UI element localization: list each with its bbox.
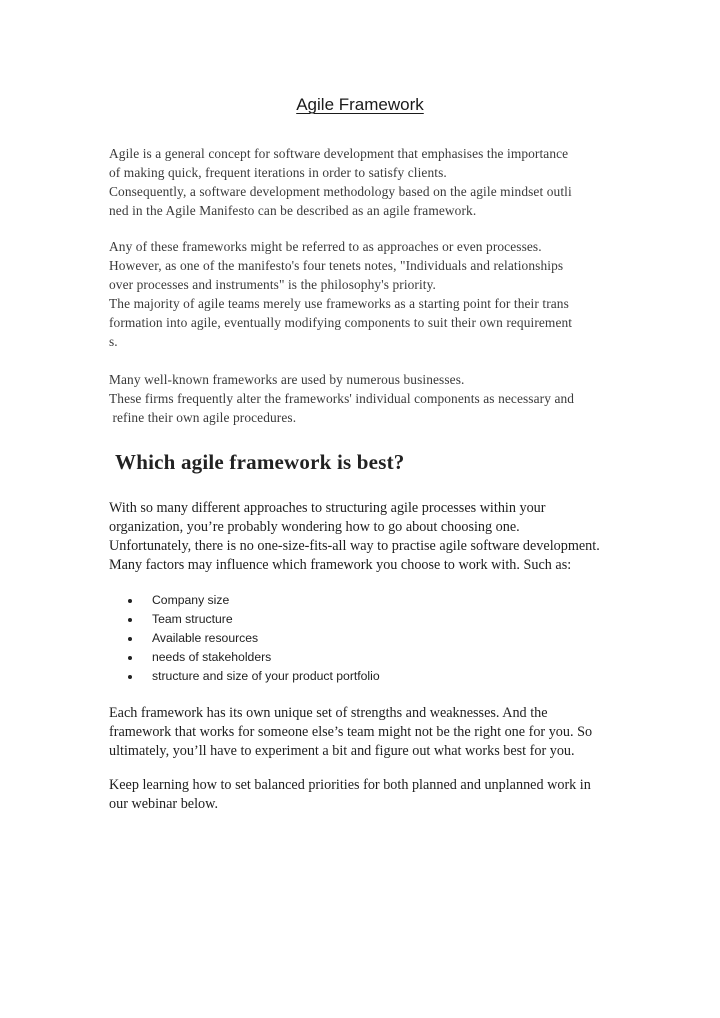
bullet-icon <box>128 675 132 679</box>
list-item <box>128 629 380 648</box>
list-item-text: structure and size of your product portfolio <box>152 669 380 683</box>
text-line: Consequently, a software development methodology based on the agile mindset outli <box>109 184 572 199</box>
text-line: Many well-known frameworks are used by numerous businesses. <box>109 372 465 387</box>
bullet-icon <box>128 637 132 641</box>
list-item-text: Company size <box>152 593 230 607</box>
intro-paragraph-1 <box>109 144 629 220</box>
list-item-text: needs of stakeholders <box>152 650 272 664</box>
document-title <box>0 95 720 115</box>
text-line: With so many different approaches to structuring agile processes within your <box>109 500 546 516</box>
intro-paragraph-3 <box>109 370 629 427</box>
list-item <box>128 591 380 610</box>
bullet-icon <box>128 618 132 622</box>
text-line: refine their own agile procedures. <box>109 410 297 425</box>
text-line: Keep learning how to set balanced priorities for both planned and unplanned work in <box>109 777 591 793</box>
factors-list <box>128 591 380 686</box>
section-paragraph-3 <box>109 776 639 814</box>
section-heading: Which agile framework is best? <box>115 450 405 474</box>
text-line: Many factors may influence which framework you choose to work with. Such as: <box>109 557 572 573</box>
text-line: framework that works for someone else’s team might not be the right one for you. So <box>109 724 593 740</box>
list-item <box>128 648 380 667</box>
bullet-icon <box>128 656 132 660</box>
list-item-text: Team structure <box>152 612 233 626</box>
text-line: However, as one of the manifesto's four tenets notes, "Individuals and relationships <box>109 258 564 273</box>
text-line: over processes and instruments" is the philosophy's priority. <box>109 277 437 292</box>
section-paragraph-2 <box>109 704 639 761</box>
text-line: ned in the Agile Manifesto can be described as an agile framework. <box>109 203 477 218</box>
list-item-text: Available resources <box>152 631 259 645</box>
text-line: Unfortunately, there is no one-size-fits-all way to practise agile software development. <box>109 538 600 554</box>
text-line: our webinar below. <box>109 796 218 812</box>
section-paragraph-1 <box>109 499 639 575</box>
document-title-text: Agile Framework <box>296 95 424 114</box>
text-line: Any of these frameworks might be referred to as approaches or even processes. <box>109 239 542 254</box>
text-line: Agile is a general concept for software development that emphasises the importance <box>109 146 569 161</box>
list-item <box>128 667 380 686</box>
text-line: s. <box>109 334 118 349</box>
text-line: Each framework has its own unique set of strengths and weaknesses. And the <box>109 705 548 721</box>
text-line: These firms frequently alter the frameworks' individual components as necessary and <box>109 391 575 406</box>
text-line: of making quick, frequent iterations in order to satisfy clients. <box>109 165 447 180</box>
bullet-icon <box>128 599 132 603</box>
text-line: organization, you’re probably wondering how to go about choosing one. <box>109 519 520 535</box>
text-line: ultimately, you’ll have to experiment a bit and figure out what works best for you. <box>109 743 575 759</box>
intro-paragraph-2 <box>109 237 629 351</box>
list-item <box>128 610 380 629</box>
text-line: The majority of agile teams merely use frameworks as a starting point for their trans <box>109 296 569 311</box>
text-line: formation into agile, eventually modifying components to suit their own requirement <box>109 315 573 330</box>
